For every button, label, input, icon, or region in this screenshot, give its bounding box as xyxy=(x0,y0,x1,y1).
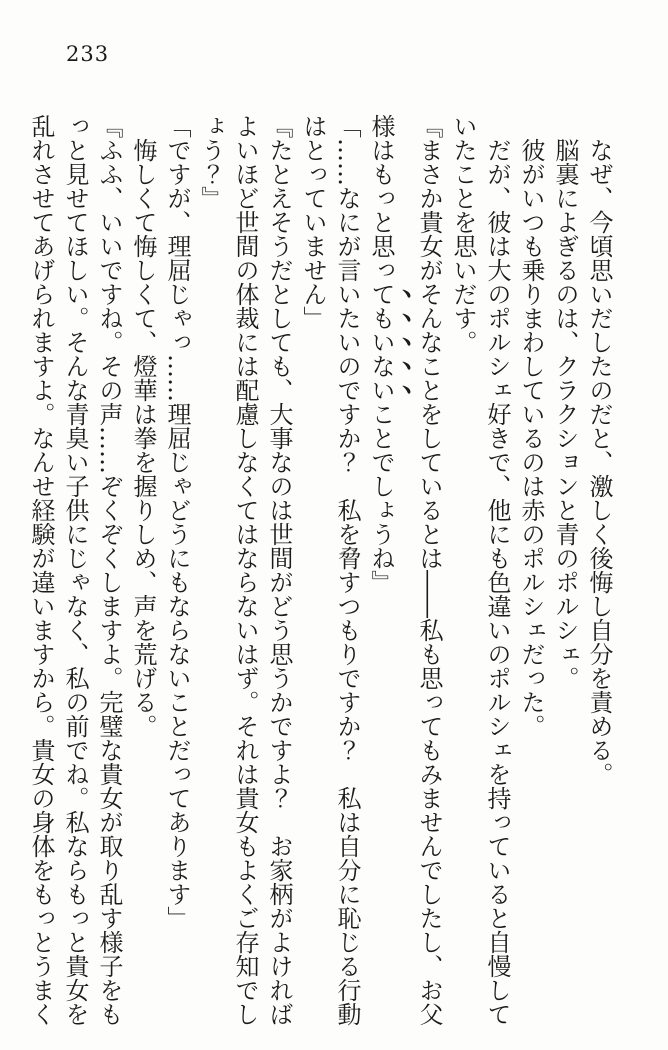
text-segment: ょう？』 xyxy=(197,114,225,210)
text-segment: 『ふふ、いいですね。その声……ぞくぞくしますよ。完璧な貴女が取り乱す様子をも xyxy=(95,114,123,1026)
text-line xyxy=(514,114,548,1032)
text-segment: なぜ、今頃思いだしたのだと、激しく後悔し自分を責める。 xyxy=(585,138,613,786)
text-segment: っと見せてほしい。そんな青臭い子供にじゃなく、私の前でね。私ならもっと貴女を xyxy=(61,114,89,1026)
text-segment: よいほど世間の体裁には配慮しなくてはならないはず。それは貴女もよくご存知でし xyxy=(231,114,259,1026)
text-segment: いたことを思いだす。 xyxy=(449,114,477,354)
text-segment: 彼がいつも乗りまわしているのは赤のポルシェだった。 xyxy=(517,138,545,738)
text-line xyxy=(364,114,398,1032)
text-line xyxy=(296,114,330,1032)
text-line xyxy=(262,114,296,1032)
text-segment: はとっていません」 xyxy=(299,114,327,330)
text-segment: 悔しくて悔しくて、燈華は拳を握りしめ、声を荒げる。 xyxy=(129,138,157,738)
text-segment: だが、彼は大のポルシェ好きで、他にも色違いのポルシェを持っていると自慢して xyxy=(483,138,511,1026)
text-line xyxy=(228,114,262,1032)
text-line xyxy=(548,114,582,1032)
text-line xyxy=(92,114,126,1032)
text-segment: 乱れさせてあげられますよ。なんせ経験が違いますから。貴女の身体をもっとうまく xyxy=(27,114,55,1026)
text-line xyxy=(582,114,616,1032)
text-segment: 脳裏によぎるのは、クラクションと青のポルシェ。 xyxy=(551,138,579,690)
text-line xyxy=(398,114,446,1032)
text-line xyxy=(24,114,58,1032)
text-line xyxy=(330,114,364,1032)
text-segment: をしているとは――私も思ってもみませんでしたし、お父 xyxy=(415,402,443,1026)
text-segment: 「ですが、理屈じゃっ……理屈じゃどうにもならないことだってあります」 xyxy=(163,114,191,930)
text-line xyxy=(160,114,194,1032)
text-line xyxy=(446,114,480,1032)
text-line xyxy=(480,114,514,1032)
vertical-text-block xyxy=(24,114,616,1032)
text-line xyxy=(58,114,92,1032)
page-number: 233 xyxy=(66,42,110,66)
emphasized-text: そんなこと xyxy=(415,282,443,402)
text-line xyxy=(194,114,228,1032)
text-line xyxy=(126,114,160,1032)
text-segment: 『まさか貴女が xyxy=(415,114,443,282)
text-segment: 様はもっと思ってもいないことでしょうね』 xyxy=(367,114,395,594)
text-segment: 『たとえそうだとしても、大事なのは世間がどう思うかですよ？ お家柄がよければ xyxy=(265,114,293,1026)
text-segment: 「……なにが言いたいのですか？ 私を脅すつもりですか？ 私は自分に恥じる行動 xyxy=(333,114,361,1026)
